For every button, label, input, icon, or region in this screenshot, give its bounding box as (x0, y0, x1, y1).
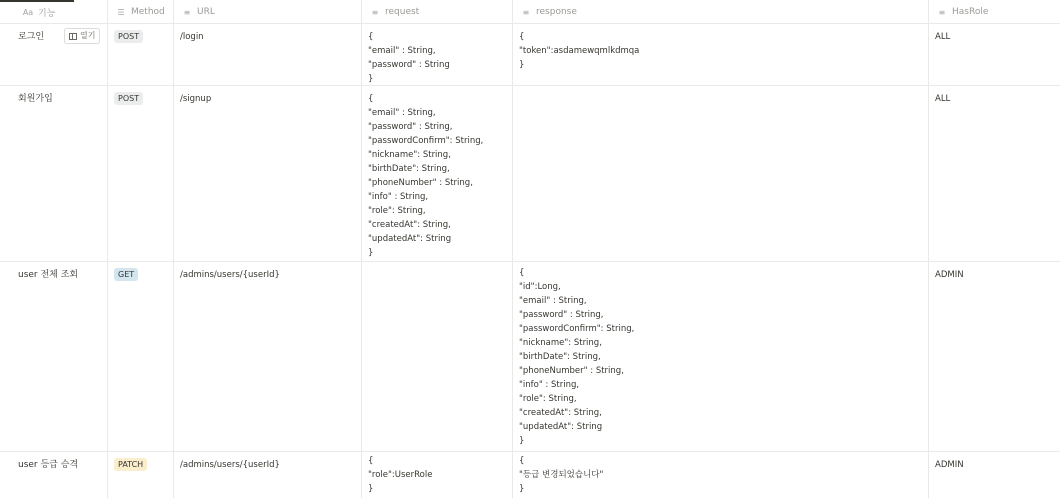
method-tag: POST (114, 30, 143, 43)
hasrole-cell[interactable] (929, 262, 1060, 451)
response-line: } (519, 484, 525, 494)
method-cell[interactable] (108, 24, 174, 85)
response-line: "role": String, (519, 394, 577, 404)
method-tag: POST (114, 92, 143, 105)
role-text: ADMIN (935, 460, 964, 470)
column-header-method[interactable] (108, 0, 174, 24)
response-line: "createdAt": String, (519, 408, 602, 418)
request-line: "passwordConfirm": String, (368, 136, 484, 146)
url-text: /admins/users/{userId} (180, 460, 280, 470)
url-cell[interactable] (174, 24, 362, 85)
column-header-label: Method (131, 7, 165, 17)
table-row[interactable] (0, 24, 1060, 86)
table-row[interactable] (0, 262, 1060, 452)
hasrole-cell[interactable] (929, 86, 1060, 261)
feature-name: 회원가입 (18, 94, 53, 104)
open-panel-icon (69, 33, 77, 40)
role-text: ALL (935, 94, 951, 104)
feature-cell[interactable] (0, 262, 108, 451)
lines-icon: ≡ (938, 7, 946, 17)
request-line: } (368, 248, 374, 258)
column-header-label: request (385, 7, 420, 17)
request-cell[interactable] (362, 452, 513, 498)
role-text: ALL (935, 32, 951, 42)
response-line: "token":asdamewqmlkdmqa (519, 46, 640, 56)
url-text: /signup (180, 94, 212, 104)
method-cell[interactable] (108, 86, 174, 261)
request-line: "role":UserRole (368, 470, 433, 480)
column-header-response[interactable] (513, 0, 929, 24)
request-line: "info" : String, (368, 192, 429, 202)
request-line: "phoneNumber" : String, (368, 178, 473, 188)
url-cell[interactable] (174, 86, 362, 261)
request-line: } (368, 74, 374, 84)
response-cell[interactable] (513, 262, 929, 451)
url-text: /login (180, 32, 204, 42)
response-line: } (519, 60, 525, 70)
feature-cell[interactable] (0, 86, 108, 261)
lines-icon: ≡ (183, 7, 191, 17)
column-header-request[interactable] (362, 0, 513, 24)
feature-cell[interactable] (0, 452, 108, 498)
feature-cell[interactable] (0, 24, 108, 85)
request-line: "nickname": String, (368, 150, 451, 160)
role-text: ADMIN (935, 270, 964, 280)
response-line: } (519, 436, 525, 446)
open-button[interactable] (64, 28, 100, 44)
url-text: /admins/users/{userId} (180, 270, 280, 280)
response-line: "passwordConfirm": String, (519, 324, 635, 334)
open-button-label: 열기 (80, 31, 96, 40)
response-line: "updatedAt": String (519, 422, 603, 432)
response-line: "email" : String, (519, 296, 587, 306)
response-cell[interactable] (513, 86, 929, 261)
request-cell[interactable] (362, 86, 513, 261)
table-row[interactable] (0, 86, 1060, 262)
method-tag: GET (114, 268, 138, 281)
lines-icon: ≡ (522, 7, 530, 17)
method-cell[interactable] (108, 452, 174, 498)
table-row[interactable] (0, 452, 1060, 498)
column-header-label: response (536, 7, 577, 17)
hasrole-cell[interactable] (929, 452, 1060, 498)
response-line: "등급 변경되었습니다" (519, 470, 604, 480)
response-cell[interactable] (513, 452, 929, 498)
request-line: "email" : String, (368, 46, 436, 56)
response-line: "id":Long, (519, 282, 561, 292)
method-cell[interactable] (108, 262, 174, 451)
response-line: "info" : String, (519, 380, 580, 390)
request-line: "email" : String, (368, 108, 436, 118)
list-icon: ☰ (117, 7, 125, 17)
response-line: { (519, 268, 525, 278)
column-header-label: URL (197, 7, 215, 17)
text-aa-icon: Aa (22, 7, 34, 17)
request-cell[interactable] (362, 262, 513, 451)
response-cell[interactable] (513, 24, 929, 85)
request-line: } (368, 484, 374, 494)
column-header-label: 기능 (38, 8, 56, 19)
request-line: "role": String, (368, 206, 426, 216)
response-line: "birthDate": String, (519, 352, 601, 362)
request-line: "birthDate": String, (368, 164, 450, 174)
request-line: "createdAt": String, (368, 220, 451, 230)
column-header-url[interactable] (174, 0, 362, 24)
response-line: "nickname": String, (519, 338, 602, 348)
response-line: { (519, 32, 525, 42)
url-cell[interactable] (174, 262, 362, 451)
column-header-label: HasRole (952, 7, 989, 17)
request-line: { (368, 456, 374, 466)
request-line: "updatedAt": String (368, 234, 452, 244)
url-cell[interactable] (174, 452, 362, 498)
response-line: { (519, 456, 525, 466)
lines-icon: ≡ (371, 7, 379, 17)
request-line: { (368, 94, 374, 104)
column-header-feature[interactable] (0, 0, 108, 24)
method-tag: PATCH (114, 458, 147, 471)
response-line: "phoneNumber" : String, (519, 366, 624, 376)
request-line: "password" : String (368, 60, 450, 70)
feature-name: 로그인 (18, 32, 45, 42)
request-line: "password" : String, (368, 122, 453, 132)
column-header-hasrole[interactable] (929, 0, 1060, 24)
request-line: { (368, 32, 374, 42)
table-header (0, 0, 1060, 24)
response-line: "password" : String, (519, 310, 604, 320)
request-cell[interactable] (362, 24, 513, 85)
hasrole-cell[interactable] (929, 24, 1060, 85)
feature-name: user 전체 조회 (18, 270, 79, 280)
feature-name: user 등급 승격 (18, 460, 79, 470)
